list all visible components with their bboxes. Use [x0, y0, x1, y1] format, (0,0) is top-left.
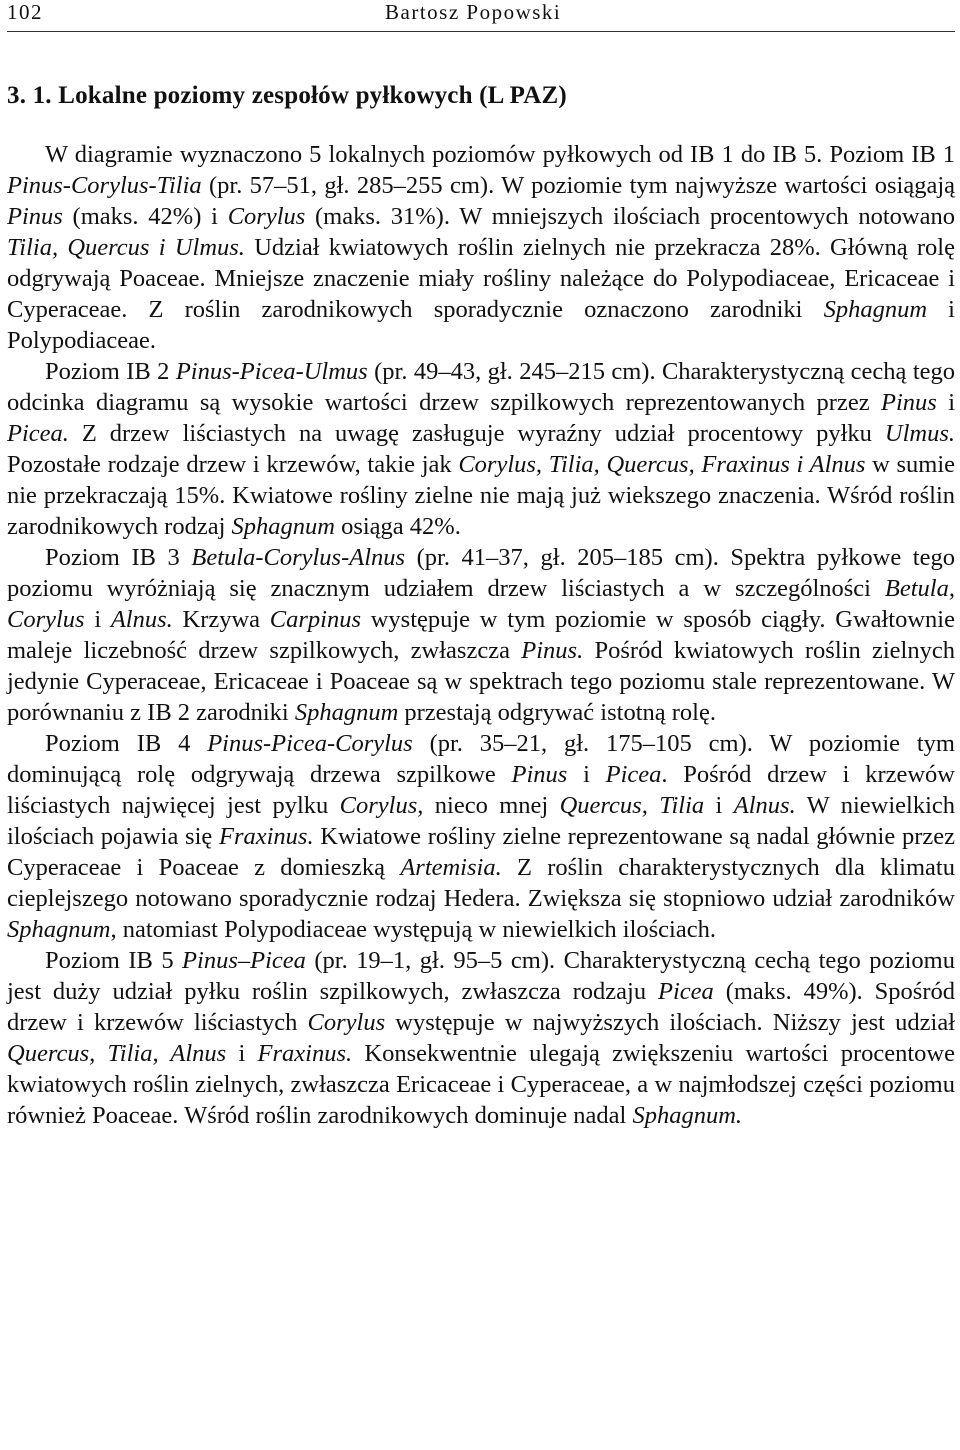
section-heading: 3. 1. Lokalne poziomy zespołów pyłkowych (L PAZ)	[7, 82, 567, 109]
text-run: i	[936, 389, 955, 416]
text-run: Z drzew liściastych na uwagę zasługuje wyraźny udział procentowy pyłku	[68, 420, 885, 447]
running-head: Bartosz Popowski	[385, 0, 562, 24]
text-run: Poziom IB 4	[45, 730, 208, 757]
taxon-name: Sphagnum	[823, 296, 928, 323]
taxon-name: Pinus-Picea-Ulmus	[175, 358, 368, 385]
paragraph-ib3	[7, 542, 955, 728]
text-run: (pr. 41–37, gł. 205–185 cm). Spektra pyłkowe tego poziomu wyróżniają się znacznym udziałem drzew liściastych a w szczególności	[7, 544, 955, 602]
paragraph-ib2	[7, 356, 955, 542]
text-run: nieco mnej	[423, 792, 560, 819]
paragraph-ib5	[7, 945, 955, 1131]
page-number: 102	[7, 0, 43, 24]
text-run: przestają odgrywać istotną rolę.	[398, 699, 716, 726]
taxon-name: Pinus	[880, 389, 937, 416]
taxon-name: Pinus	[7, 203, 63, 230]
text-run: Pozostałe rodzaje drzew i krzewów, takie jak	[7, 451, 459, 478]
text-run: Z roślin charakterystycznych dla klimatu cieplejszego notowano sporadycznie rodzaj Hedera. Zwiększa się stopniowo udział zarodników	[7, 854, 955, 912]
taxon-name: Corylus, Tilia, Quercus, Fraxinus i Alnus	[458, 451, 866, 478]
taxon-name: Ulmus.	[884, 420, 955, 447]
text-run: Poziom IB 5	[45, 947, 183, 974]
text-run: , natomiast Polypodiaceae występują w niewielkich ilościach.	[110, 916, 716, 943]
taxon-name: Corylus	[307, 1009, 386, 1036]
text-run: Kwiatowe rośliny zielne reprezentowane są nadal głównie przez Cyperaceae i Poaceae z domieszką	[7, 823, 955, 881]
header-rule	[7, 31, 955, 32]
text-run: Konsekwentnie ulegają zwiększeniu wartości procentowe kwiatowych roślin zielnych, zwłaszcza Ericaceae i Cyperaceae, a w najmłodszej części poziomu również Poaceae. Wśród roślin zarodnikowych dominuje nadal	[7, 1040, 955, 1129]
body-text	[7, 139, 955, 1131]
taxon-name: Sphagnum	[7, 916, 111, 943]
text-run: (pr. 49–43, gł. 245–215 cm). Charakterystyczną cechą tego odcinka diagramu są wysokie wartości drzew szpilkowych reprezentowanych przez	[7, 358, 956, 416]
taxon-name: Sphagnum	[294, 699, 399, 726]
page-header	[0, 0, 960, 30]
taxon-name: Pinus	[511, 761, 568, 788]
taxon-name: Picea	[658, 978, 714, 1005]
taxon-name: Tilia, Quercus i Ulmus.	[7, 234, 245, 261]
taxon-name: Pinus–Picea	[182, 947, 306, 974]
text-run: osiąga 42%.	[334, 513, 461, 540]
text-run: (pr. 57–51, gł. 285–255 cm). W poziomie tym najwyższe wartości osiągają	[201, 172, 955, 199]
text-run: Poziom IB 3	[45, 544, 192, 571]
text-run: i	[704, 792, 734, 819]
text-run: i	[567, 761, 606, 788]
text-run: (maks. 42%) i	[62, 203, 228, 230]
taxon-name: Picea.	[7, 420, 69, 447]
text-run: w sumie nie przekraczają 15%. Kwiatowe rośliny zielne nie mają już wiekszego znaczenia. Wśród roślin zarodnikowych rodzaj	[7, 451, 956, 540]
taxon-name: Pinus-Picea-Corylus	[207, 730, 413, 757]
text-run: Pośród kwiatowych roślin zielnych jedynie Cyperaceae, Ericaceae i Poaceae są w spektrach tego poziomu stale reprezentowane. W porównaniu z IB 2 zarodniki	[7, 637, 955, 726]
text-run: (maks. 31%). W mniejszych ilościach procentowych notowano	[305, 203, 956, 230]
taxon-name: Picea	[605, 761, 662, 788]
taxon-name: Fraxinus.	[218, 823, 314, 850]
text-run: (maks. 49%). Spośród drzew i krzewów liściastych	[7, 978, 955, 1036]
text-run: Udział kwiatowych roślin zielnych nie przekracza 28%. Główną rolę odgrywają Poaceae. Mniejsze znaczenie miały rośliny należące do Polypodiaceae, Ericaceae i Cyperaceae. Z roślin zarodnikowych sporadycznie oznaczono zarodniki	[7, 234, 955, 323]
taxon-name: Artemisia.	[400, 854, 502, 881]
taxon-name: Pinus.	[521, 637, 584, 664]
taxon-name: Betula-Corylus-Alnus	[191, 544, 406, 571]
text-run: Poziom IB 2	[45, 358, 176, 385]
taxon-name: Corylus	[227, 203, 306, 230]
taxon-name: Carpinus	[269, 606, 361, 633]
taxon-name: Corylus,	[339, 792, 424, 819]
taxon-name: Alnus.	[733, 792, 796, 819]
text-run: (pr. 19–1, gł. 95–5 cm). Charakterystyczną cechą tego poziomu jest duży udział pyłku roślin szpilkowych, zwłaszcza rodzaju	[7, 947, 955, 1005]
text-run: i	[84, 606, 111, 633]
taxon-name: Quercus, Tilia, Alnus	[7, 1040, 227, 1067]
taxon-name: Quercus, Tilia	[559, 792, 705, 819]
paragraph-ib4	[7, 728, 955, 945]
text-run: W diagramie wyznaczono 5 lokalnych poziomów pyłkowych od IB 1 do IB 5. Poziom IB 1	[45, 141, 955, 168]
taxon-name: Pinus-Corylus-Tilia	[7, 172, 202, 199]
text-run: i	[226, 1040, 258, 1067]
text-run: Krzywa	[172, 606, 270, 633]
text-run: występuje w najwyższych ilościach. Niższy jest udział	[385, 1009, 955, 1036]
text-run: W niewielkich ilościach pojawia się	[7, 792, 956, 850]
paragraph-ib1	[7, 139, 955, 356]
text-run: (pr. 35–21, gł. 175–105 cm). W poziomie tym dominującą rolę odgrywają drzewa szpilkowe	[7, 730, 955, 788]
taxon-name: Sphagnum	[231, 513, 335, 540]
taxon-name: Sphagnum.	[632, 1102, 743, 1129]
taxon-name: Alnus.	[110, 606, 173, 633]
text-run: . Pośród drzew i krzewów liściastych najwięcej jest pylku	[7, 761, 955, 819]
text-run: i Polypodiaceae.	[7, 296, 955, 354]
taxon-name: Betula, Corylus	[7, 575, 955, 633]
text-run: występuje w tym poziomie w sposób ciągły. Gwałtownie maleje liczebność drzew szpilkowych, zwłaszcza	[7, 606, 955, 664]
taxon-name: Fraxinus.	[257, 1040, 353, 1067]
